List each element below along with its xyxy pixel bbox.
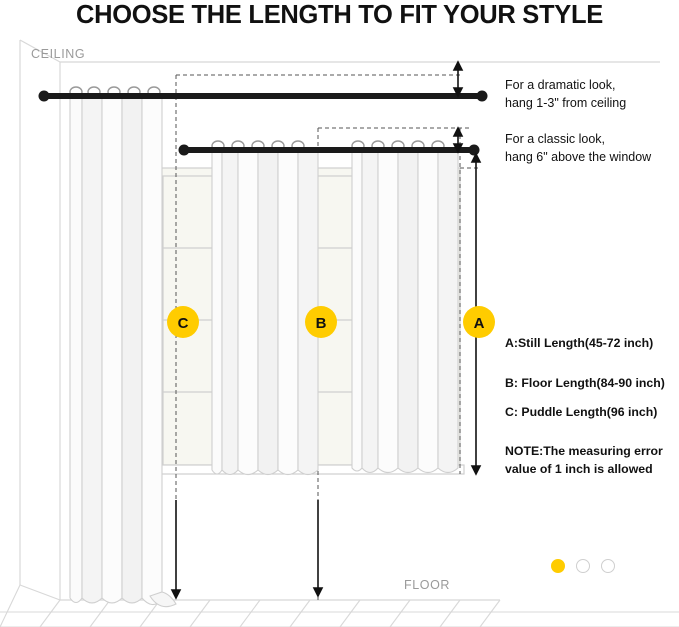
- curtain-panel-b: [212, 141, 318, 475]
- dot-3[interactable]: [601, 559, 615, 573]
- marker-b: [305, 306, 337, 338]
- floor-label: FLOOR: [404, 578, 451, 592]
- note-line2: value of 1 inch is allowed: [505, 462, 653, 476]
- legend-b: B: Floor Length(84-90 inch): [505, 376, 665, 390]
- curtain-panel-c: [70, 87, 176, 607]
- legend-a: A:Still Length(45-72 inch): [505, 336, 654, 350]
- page-title: CHOOSE THE LENGTH TO FIT YOUR STYLE: [76, 1, 603, 29]
- carousel-dots[interactable]: [551, 559, 615, 573]
- dot-1[interactable]: [551, 559, 565, 573]
- dot-2[interactable]: [576, 559, 590, 573]
- annotation-classic-line2: hang 6" above the window: [505, 150, 652, 164]
- annotation-dramatic-line1: For a dramatic look,: [505, 78, 616, 92]
- ceiling-label: CEILING: [31, 47, 86, 61]
- legend-c: C: Puddle Length(96 inch): [505, 405, 658, 419]
- curtain-panel-a: [352, 141, 458, 473]
- svg-text:C: C: [177, 315, 189, 332]
- note-line1: NOTE:The measuring error: [505, 444, 663, 458]
- marker-a: [463, 306, 495, 338]
- annotation-dramatic-line2: hang 1-3" from ceiling: [505, 96, 627, 110]
- svg-text:B: B: [315, 315, 327, 332]
- marker-c: [167, 306, 199, 338]
- annotation-classic-line1: For a classic look,: [505, 132, 606, 146]
- svg-text:A: A: [473, 315, 485, 332]
